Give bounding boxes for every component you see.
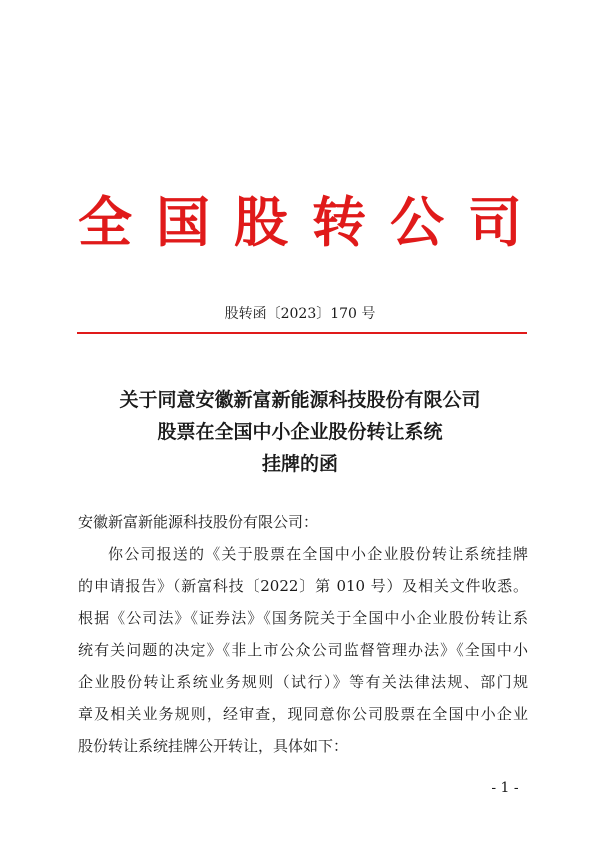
paragraph-line: 你公司报送的《关于股票在全国中小企业股份转让系统挂牌: [108, 545, 528, 563]
paragraph-line: 统有关问题的决定》《非上市公众公司监督管理办法》《全国中小: [78, 641, 528, 659]
paragraph-line: 章及相关业务规则，经审查，现同意你公司股票在全国中小企业: [78, 705, 528, 723]
salutation: 安徽新富新能源科技股份有限公司：: [78, 513, 319, 531]
red-separator-line: [77, 332, 527, 334]
paragraph-line: 的申请报告》（新富科技〔2022〕第 010 号）及相关文件收悉。: [78, 577, 528, 595]
paragraph-line: 股份转让系统挂牌公开转让，具体如下：: [78, 737, 349, 755]
document-title: [60, 384, 540, 480]
issuing-organization-header: 全国股转公司: [78, 190, 546, 254]
paragraph-line: 根据《公司法》《证券法》《国务院关于全国中小企业股份转让系: [78, 609, 528, 627]
title-line: 挂牌的函: [261, 453, 338, 475]
paragraph-line: 企业股份转让系统业务规则（试行）》等有关法律法规、部门规: [78, 673, 528, 691]
title-line: 关于同意安徽新富新能源科技股份有限公司: [119, 389, 481, 411]
letter-body: [78, 506, 528, 762]
page-number: - 1 -: [491, 780, 519, 796]
title-line: 股票在全国中小企业股份转让系统: [157, 421, 443, 443]
document-number: 股转函〔2023〕170 号: [224, 306, 376, 322]
